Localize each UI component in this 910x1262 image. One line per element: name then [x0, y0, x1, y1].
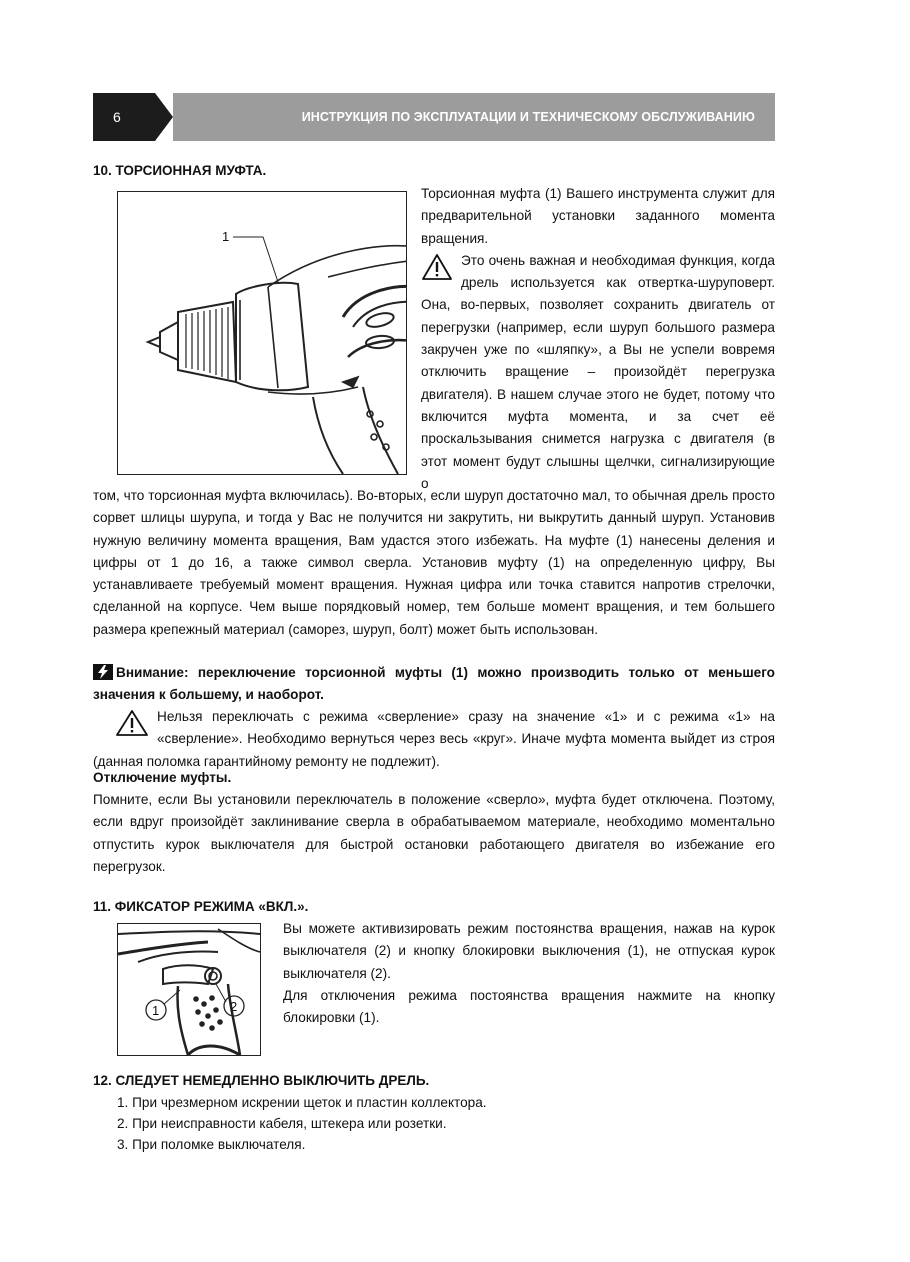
- header-title: ИНСТРУКЦИЯ ПО ЭКСПЛУАТАЦИИ И ТЕХНИЧЕСКОМУ ОБСЛУЖИВАНИЮ: [173, 93, 775, 141]
- warning-triangle-icon: [115, 709, 149, 737]
- lightning-warning-icon: [93, 664, 113, 680]
- section-10-continuation: том, что торсионная муфта включилась). Во-вторых, если шуруп достаточно мал, то обычная дрель просто сорвет шлицы шурупа, и тогда у Вас не получится ни закрутить, ни выкрутить данный шуруп. Установив нужную величину момента вращения, Вам удастся этого избежать. На муфте (1) нанесены деления и цифры от 1 до 16, а также символ сверла. Установив муфту (1) на определенную цифру, Вы устанавливаете требуемый момент вращения. Нужная цифра или точка ставится напротив стрелочки, сделанной на корпусе. Чем выше порядковый номер, тем больше момент вращения, и тем большего размера крепежный материал (саморез, шуруп, болт) может быть использован.: [93, 488, 775, 637]
- section-10-title: 10. ТОРСИОННАЯ МУФТА.: [93, 163, 267, 178]
- section-10-warning: [421, 250, 775, 495]
- section-10-warning-text: Это очень важная и необходимая функция, когда дрель используется как отвертка-шуруповерт. Она, во-первых, позволяет сохранить двигатель от перегрузки (например, если шуруп большого размера закручен уже по «шляпку», а Вы не успели вовремя отключить вращение – произойдёт перегрузка двигателя). В нашем случае этого не будет, потому что включится муфта момента, и за счет её проскальзывания снимется нагрузка с двигателя (в этот момент будут слышны щелчки, сигнализирующие о: [421, 252, 775, 491]
- drill-chuck-figure: [117, 191, 407, 475]
- section-10-caution-text: Нельзя переключать с режима «сверление» сразу на значение «1» и с режима «1» на «сверление». Необходимо вернуться через весь «круг». Иначе муфта момента выйдет из строя (данная поломка гарантийному ремонту не подлежит).: [93, 709, 775, 769]
- section-11-text-2: Для отключения режима постоянства вращения нажмите на кнопку блокировки (1).: [283, 987, 775, 1026]
- header-arrow-decoration: [155, 93, 173, 141]
- drill-handle-drawing: [118, 924, 260, 1055]
- warning-triangle-icon: [421, 253, 453, 281]
- section-10-caution: [93, 706, 775, 773]
- section-11-text-1: Вы можете активизировать режим постоянства вращения, нажав на курок выключателя (2) и кнопку блокировки выключения (1), не отпуская курок выключателя (2).: [283, 921, 775, 981]
- section-10-intro: Торсионная муфта (1) Вашего инструмента служит для предварительной установки заданного момента вращения.: [421, 186, 775, 246]
- figure-callout-1: 1: [222, 229, 230, 244]
- drill-chuck-drawing: [118, 192, 406, 474]
- section-12-title: 12. СЛЕДУЕТ НЕМЕДЛЕННО ВЫКЛЮЧИТЬ ДРЕЛЬ.: [93, 1073, 430, 1088]
- list-item: 1. При чрезмерном искрении щеток и пластин коллектора.: [117, 1095, 487, 1110]
- list-item: 3. При поломке выключателя.: [117, 1137, 306, 1152]
- section-11-title: 11. ФИКСАТОР РЕЖИМА «ВКЛ.».: [93, 899, 309, 914]
- figure-callout-2: 2: [230, 999, 238, 1014]
- section-12-list: [117, 1092, 487, 1155]
- lock-button-figure: [117, 923, 261, 1056]
- section-10-intro-block: [421, 183, 775, 495]
- section-10-attention: [93, 662, 775, 707]
- section-11-text-block: [283, 918, 775, 1029]
- section-10-disable-text: Помните, если Вы установили переключатель в положение «сверло», муфта будет отключена. Поэтому, если вдруг произойдёт заклинивание сверла в обрабатываемом материале, необходимо моментально отпустить курок выключателя для быстрой остановки работающего двигателя во избежание его перегрузок.: [93, 792, 775, 874]
- page-number: 6: [93, 93, 155, 141]
- page-header: [93, 93, 775, 141]
- figure-callout-1: 1: [152, 1003, 160, 1018]
- list-item: 2. При неисправности кабеля, штекера или розетки.: [117, 1116, 447, 1131]
- section-10-subheading: Отключение муфты.: [93, 770, 232, 785]
- section-10-attention-text: Внимание: переключение торсионной муфты (1) можно производить только от меньшего значения к большему, и наоборот.: [93, 665, 775, 703]
